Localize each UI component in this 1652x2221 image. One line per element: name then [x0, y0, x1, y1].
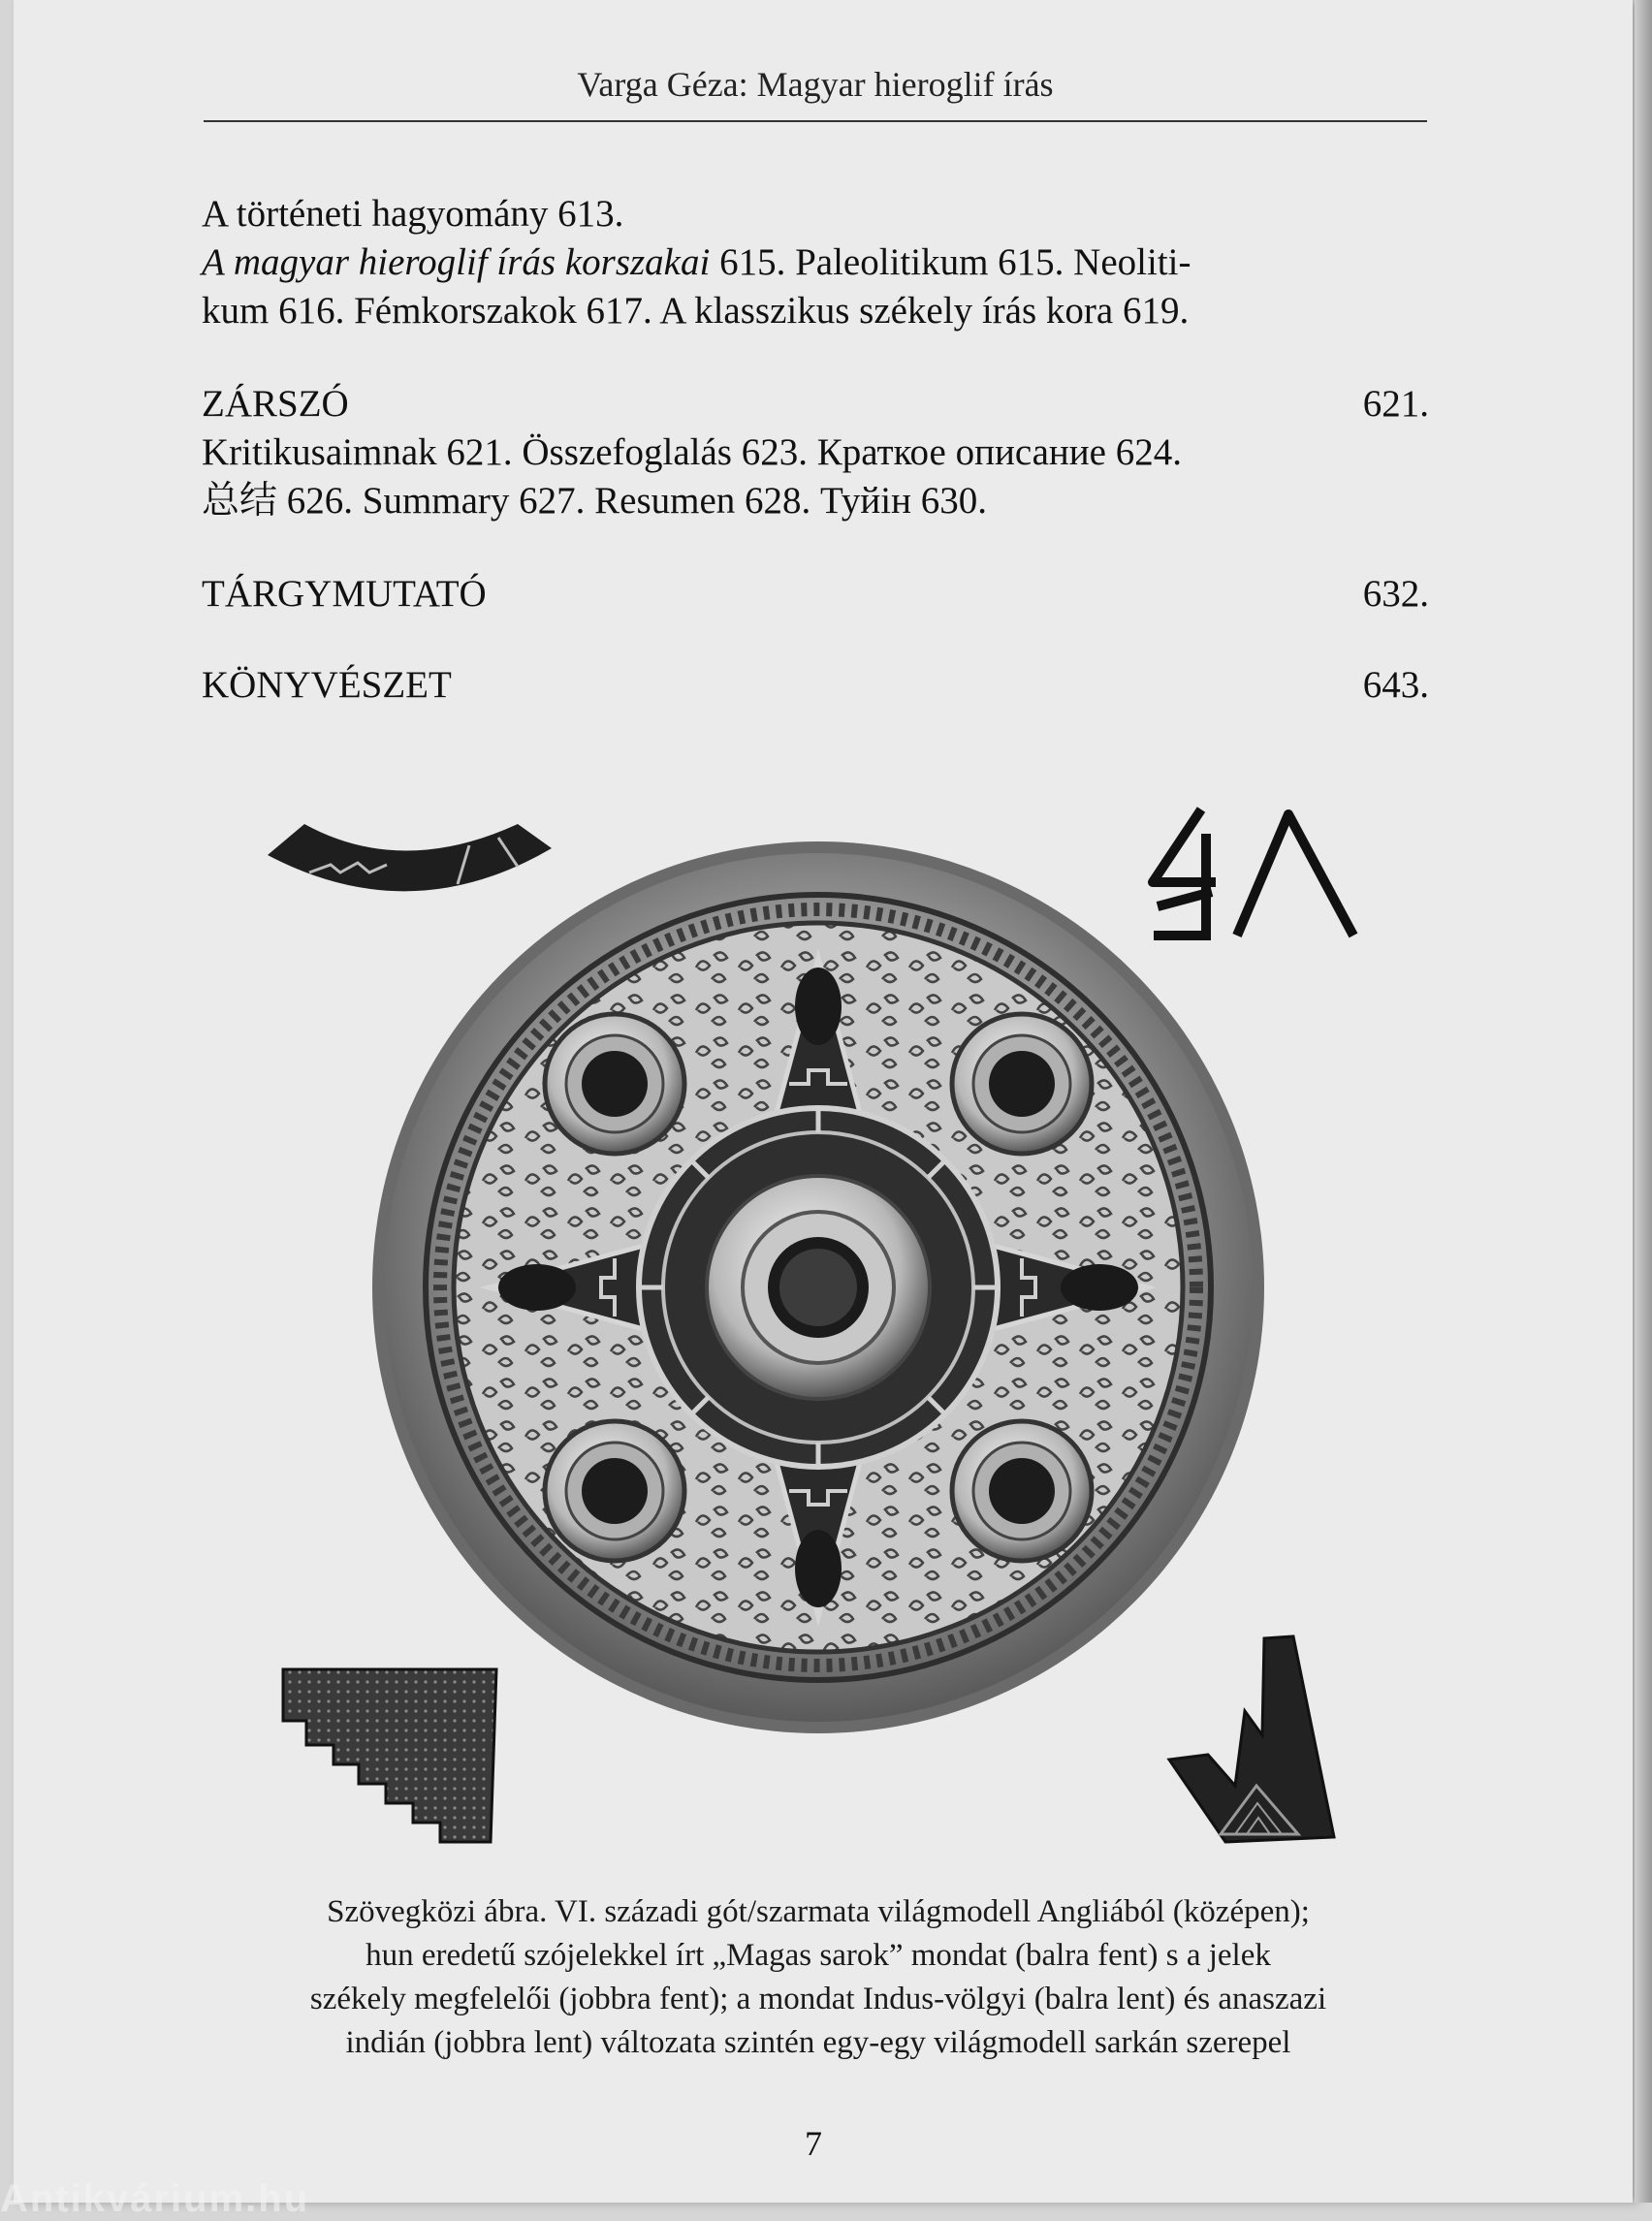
- toc-line-1: A történeti hagyomány 613.: [202, 193, 624, 235]
- toc-entry-page: 643.: [1362, 664, 1429, 706]
- caption-line-4: indián (jobbra lent) változata szintén egy-egy világmodell sarkán szerepel: [345, 2025, 1291, 2060]
- running-header: Varga Géza: Magyar hieroglif írás: [577, 65, 1054, 104]
- caption-line-2: hun eredetű szójelekkel írt „Magas sarok” mondat (balra fent) s a jelek: [365, 1938, 1271, 1973]
- toc-line-3: kum 616. Fémkorszakok 617. A klasszikus székely írás kora 619.: [202, 290, 1190, 332]
- toc-entry-targymutato: [202, 570, 1429, 619]
- figure-caption: [207, 1890, 1429, 2065]
- indus-stepped-corner: [283, 1669, 496, 1842]
- world-model-disc: [372, 841, 1264, 1733]
- toc-entry-zarszo: [202, 380, 1429, 428]
- toc-zarszo-line-2: 总结 626. Summary 627. Resumen 628. Туйін 630.: [202, 480, 988, 522]
- toc-entry-label: KÖNYVÉSZET: [202, 664, 452, 706]
- book-page: [14, 0, 1633, 2203]
- watermark: Antikvárium.hu: [0, 2177, 310, 2220]
- header-rule: [204, 120, 1427, 122]
- page-number: 7: [805, 2124, 822, 2163]
- figure-illustration: [14, 795, 1652, 1861]
- toc-italic-title: A magyar hieroglif írás korszakai: [202, 241, 711, 283]
- toc-entry-label: ZÁRSZÓ: [202, 383, 349, 425]
- anasazi-zigzag-corner: [1169, 1636, 1334, 1842]
- toc-line-2: [202, 238, 1429, 287]
- toc-entry-page: 621.: [1362, 383, 1429, 425]
- caption-line-3: székely megfelelői (jobbra fent); a mondat Indus-völgyi (balra lent) és anaszazi: [309, 1982, 1327, 2016]
- toc-zarszo-line-1: Kritikusaimnak 621. Összefoglalás 623. Краткое описание 624.: [202, 431, 1182, 473]
- table-of-contents: [202, 190, 1429, 710]
- hun-glyph-band: [268, 824, 552, 891]
- toc-entry-page: 632.: [1362, 573, 1429, 615]
- toc-entry-konyveszet: [202, 661, 1429, 710]
- page-edge: [1635, 0, 1652, 2203]
- toc-entry-label: TÁRGYMUTATÓ: [202, 573, 487, 615]
- caption-line-1: Szövegközi ábra. VI. századi gót/szarmata világmodell Angliából (középen);: [327, 1894, 1310, 1929]
- toc-line-2-rest: 615. Paleolitikum 615. Neoliti-: [710, 241, 1191, 283]
- szekely-glyphs: [1153, 809, 1353, 936]
